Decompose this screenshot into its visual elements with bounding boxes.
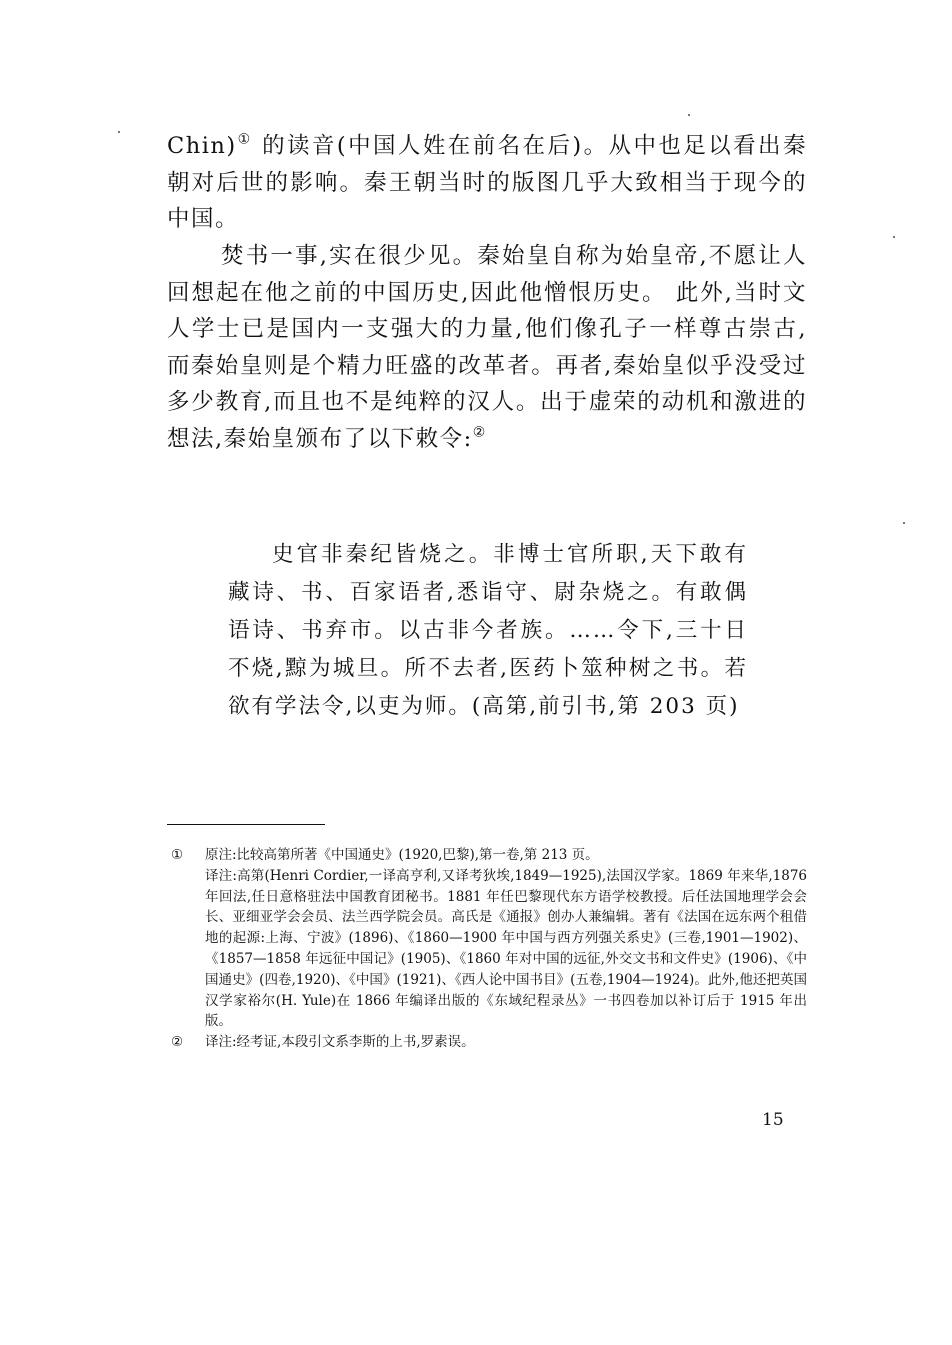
footnote-2-translator-note: 译注:经考证,本段引文系李斯的上书,罗素误。: [205, 1034, 475, 1051]
footnote-ref-2[interactable]: ②: [472, 423, 487, 440]
footnote-1-original-note: 原注:比较高第所著《中国通史》(1920,巴黎),第一卷,第 213 页。: [205, 847, 599, 863]
footnote-1: [167, 845, 807, 1032]
footnote-divider: [167, 824, 325, 825]
paragraph-2-text: 焚书一事,实在很少见。秦始皇自称为始皇帝,不愿让人回想起在他之前的中国历史,因此他憎恨历史。 此外,当时文人学士已是国内一支强大的力量,他们像孔子一样尊古崇古,而秦始皇则是个精力旺盛的改革者。再者,秦始皇似乎没受过多少教育,而且也不是纯粹的汉人。出于虚荣的动机和激进的想法,秦始皇颁布了以下敕令:: [167, 243, 807, 452]
footnote-ref-1[interactable]: ①: [236, 131, 253, 148]
block-quote-text: 史官非秦纪皆烧之。非博士官所职,天下敢有藏诗、书、百家语者,悉诣守、尉杂烧之。有敢偶语诗、书弃市。以古非今者族。……令下,三十日不烧,黥为城旦。所不去者,医药卜筮种树之书。若欲有学法令,以吏为师。(高第,前引书,第 203 页): [228, 542, 748, 719]
paragraph-2: [167, 238, 807, 457]
footnote-2-mark: ②: [171, 1034, 184, 1051]
paragraph-1-text-a: Chin): [167, 133, 237, 159]
paragraph-1-text-b: 的读音(中国人姓在前名在后)。从中也足以看出秦朝对后世的影响。秦王朝当时的版图几乎大致相当于现今的中国。: [167, 133, 807, 232]
footnotes: [167, 845, 807, 1053]
paragraph-1: [167, 128, 807, 238]
footnote-2: [167, 1032, 807, 1053]
block-quote: [228, 536, 748, 726]
footnote-1-mark: ①: [171, 847, 184, 863]
footnote-1-translator-note: 译注:高第(Henri Cordier,一译高亨利,又译考狄埃,1849—1925),法国汉学家。1869 年来华,1876 年回法,任日意格驻法中国教育团秘书。1881 年任巴黎现代东方语学校教授。后任法国地理学会会长、亚细亚学会会员、法兰西学院会员。高氏是《通报》创办人兼编辑。著有《法国在远东两个租借地的起源:上海、宁波》(1896)、《1860—1900 年中国与西方列强关系史》(三卷,1901—1902)、《1857—1858 年远征中国记》(1905)、《1860 年对中国的远征,外交文书和文件史》(1906)、《中国通史》(四卷,1920)、《中国》(1921)、《西人论中国书目》(五卷,1904—1924)。此外,他还把英国汉学家裕尔(H. Yule)在 1866 年编译出版的《东域纪程录丛》一书四卷加以补订后于 1915 年出版。: [205, 867, 807, 1030]
page-number: 15: [762, 1110, 784, 1130]
